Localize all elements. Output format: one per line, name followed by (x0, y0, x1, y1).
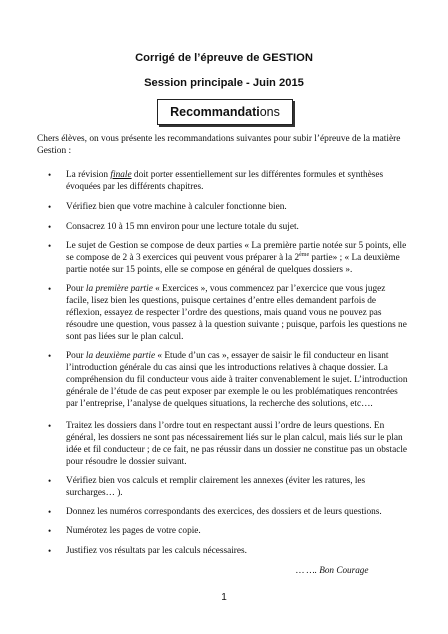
bullet-icon: • (48, 351, 52, 361)
heading-bold-part: Recommandati (170, 105, 260, 119)
recommendations-heading-box (157, 99, 293, 125)
list-item: • Pour la deuxième partie « Etude d’un cas », essayer de saisir le fil conducteur en lisant l’introduction générale du cas ainsi que les introductions relatives à chaque dossier. La compréhension du fil conducteur vous aide à traiter convenablement le sujet. L’introduction générale de l’étude de cas peut exposer par exemple le ou les problématiques rencontrées par l’entreprise, l’analyse de quelques situations, la recherche des solutions, etc…. (48, 351, 408, 409)
intro-paragraph: Chers élèves, on vous présente les recommandations suivantes pour subir l’épreuve de la matière Gestion : (37, 134, 401, 156)
heading-light-part: ons (259, 105, 280, 119)
list-item: • Vérifiez bien que votre machine à calculer fonctionne bien. (48, 202, 287, 212)
bullet-icon: • (48, 222, 52, 232)
bullet-icon: • (48, 284, 52, 294)
emphasis-premiere-partie: la première partie (85, 284, 153, 294)
page-number: 1 (221, 592, 227, 603)
bullet-icon: • (48, 170, 52, 180)
emphasis-finale: finale (110, 170, 132, 180)
list-item: • Traitez les dossiers dans l’ordre tout en respectant aussi l’ordre de leurs questions. En général, les dossiers ne sont pas nécessairement liés sur le plan calcul, mais liés sur le plan idée et fil conducteur ; de ce fait, ne pas réussir dans un dossier ne constitue pas un obstacle pour résoudre le dossier suivant. (48, 421, 408, 467)
list-item: • Le sujet de Gestion se compose de deux parties « La première partie notée sur 5 points, elle se compose de 2 à 3 exercices qui peuvent vous préparer à la 2ème partie» ; « La deuxième partie notée sur 15 points, elle se compose en général de quelques dossiers ». (48, 241, 407, 275)
bullet-icon: • (48, 546, 52, 556)
list-item: • Numérotez les pages de votre copie. (48, 526, 201, 536)
emphasis-deuxieme-partie: la deuxième partie (85, 351, 156, 361)
bullet-icon: • (48, 507, 52, 517)
bullet-icon: • (48, 202, 52, 212)
list-item: • Pour la première partie « Exercices », vous commencez par l’exercice que vous jugez facile, lisez bien les questions, puisque certaines d’entre elles demandent parfois de réflexion, essayez de respecter l’ordre des questions, mais quand vous ne pouvez pas résoudre une question, vous passez à la question suivante ; puisque, parfois les questions ne sont pas liées sur le plan calcul. (48, 284, 407, 342)
list-item: • Vérifiez bien vos calculs et remplir clairement les annexes (éviter les ratures, les surcharges… ). (48, 476, 366, 498)
document-title: Corrigé de l’épreuve de GESTION (135, 52, 313, 64)
closing-signature: … …. Bon Courage (296, 565, 369, 575)
session-subtitle: Session principale - Juin 2015 (144, 77, 304, 89)
list-item: • Consacrez 10 à 15 mn environ pour une lecture totale du sujet. (48, 222, 299, 232)
bullet-icon: • (48, 526, 52, 536)
list-item: • Donnez les numéros correspondants des exercices, des dossiers et de leurs questions. (48, 507, 382, 517)
list-item: • La révision finale doit porter essentiellement sur les différentes formules et synthèses évoquées par les différents chapitres. (48, 170, 384, 192)
bullet-icon: • (48, 476, 52, 486)
bullet-icon: • (48, 241, 52, 251)
bullet-icon: • (48, 421, 52, 431)
list-item: • Justifiez vos résultats par les calculs nécessaires. (48, 546, 247, 556)
